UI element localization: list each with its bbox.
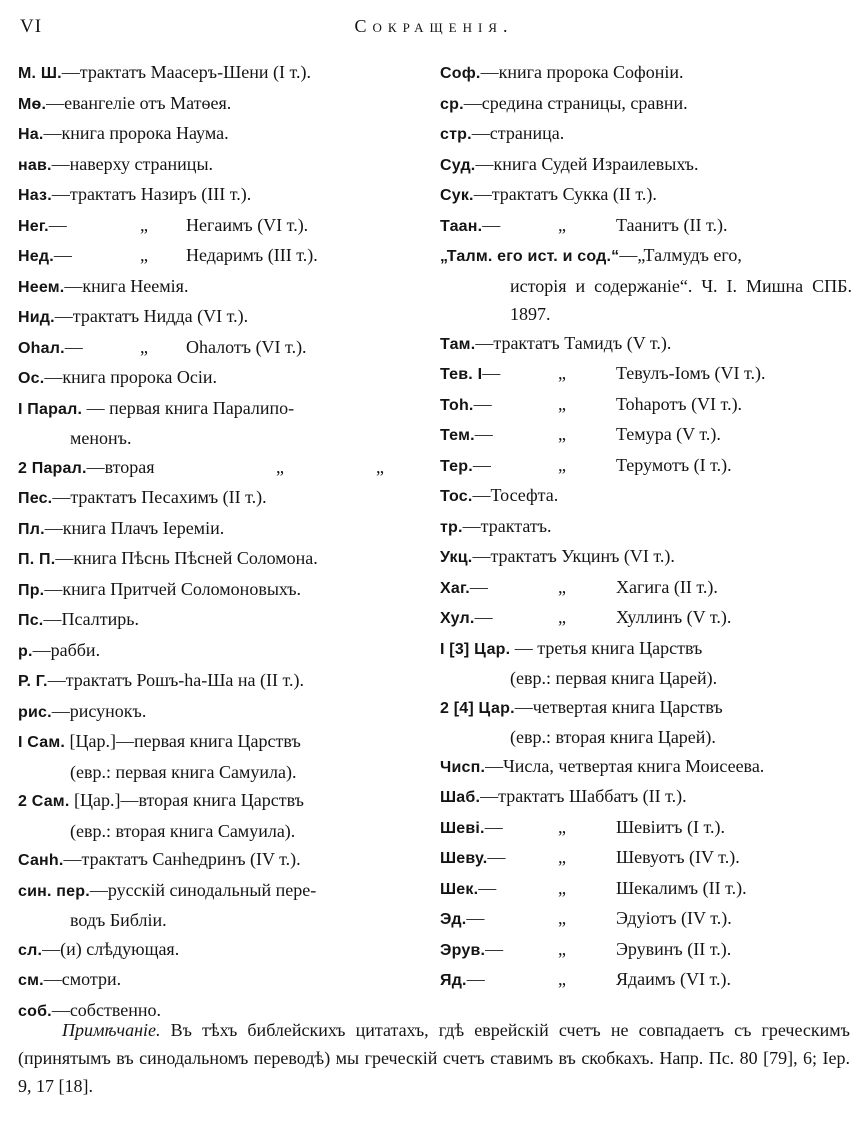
entry: [440, 481, 852, 512]
entry-dash: —: [469, 576, 488, 597]
entry: [440, 935, 852, 966]
ditto-mark: „: [558, 877, 566, 898]
entry-dash: —: [484, 816, 503, 837]
entry-abbreviation: Хаг.: [440, 579, 470, 597]
page-title: Сокращенія.: [354, 16, 514, 36]
entry-text: —трактатъ Тамидъ (V т.).: [475, 332, 672, 353]
entry: [440, 752, 852, 783]
entry-dash: —: [466, 908, 485, 928]
ditto-mark: „: [140, 214, 148, 235]
entry-dash: —: [474, 424, 493, 444]
entry-continuation: водъ Библіи.: [70, 910, 167, 930]
entry-abbreviation: Там.: [440, 335, 476, 353]
entry-text: —книга пророка Осіи.: [44, 367, 217, 387]
entry-text: —трактатъ Маасеръ-Шени (I т.).: [61, 62, 312, 82]
entry-text: —„Талмудъ его,: [619, 245, 742, 265]
entry-name: Недаримъ (III т.).: [186, 245, 318, 265]
entry-abbreviation: I Парал.: [18, 400, 83, 418]
ditto-mark: „: [140, 336, 148, 357]
entry-name: Шекалимъ (II т.).: [616, 877, 747, 898]
ditto-mark: „: [558, 607, 566, 627]
entry-abbreviation: Нид.: [18, 309, 55, 326]
entry-text: —трактатъ Нидда (VI т.).: [54, 306, 249, 326]
entry-abbreviation: Мѳ.: [18, 95, 47, 113]
entry: [18, 58, 432, 89]
entry-text: —трактатъ Рошъ-hа-Ша на (II т.).: [47, 670, 305, 690]
entry: [18, 965, 432, 996]
entry-abbreviation: Тер.: [440, 457, 473, 475]
entry: [440, 89, 852, 120]
entry-abbreviation: Неем.: [18, 278, 65, 296]
entry: [440, 150, 852, 181]
ditto-mark: „: [558, 938, 566, 959]
entry-dash: —: [478, 877, 497, 898]
entry: [18, 211, 432, 242]
entry: [18, 786, 432, 845]
entry: [440, 904, 852, 935]
footnote: [18, 1016, 850, 1100]
entry: [18, 483, 432, 514]
entry-dash: —: [482, 214, 501, 235]
entry-text: [Цар.]—вторая книга Царствъ: [69, 790, 304, 810]
entry-text: —книга Притчей Соломоновыхъ.: [44, 578, 302, 599]
entry-text: —трактатъ Шаббатъ (II т.).: [480, 786, 687, 806]
entry-abbreviation: Р. Г.: [18, 673, 48, 690]
entry-dash: —: [64, 336, 83, 357]
entry-name: Хуллинъ (V т.).: [616, 607, 732, 627]
entry-text: —(и) слѣдующая.: [42, 938, 180, 959]
entry-abbreviation: I [3] Цар.: [440, 640, 511, 658]
entry: [440, 420, 852, 451]
entry: [440, 58, 852, 89]
ditto-mark: „: [558, 847, 566, 867]
entry-abbreviation: Наз.: [18, 187, 52, 204]
entry-abbreviation: 2 [4] Цар.: [440, 699, 515, 717]
entry: [18, 180, 432, 211]
entry-text: —четвертая книга Царствъ: [514, 696, 723, 717]
entry-continuation: (евр.: первая книга Самуила).: [70, 761, 297, 782]
entry-dash: —: [466, 969, 485, 989]
entry-text: —наверху страницы.: [51, 153, 214, 174]
entry-text: —рисунокъ.: [51, 700, 147, 721]
entry: [18, 697, 432, 728]
entry: [18, 363, 432, 394]
entry-abbreviation: стр.: [440, 126, 472, 143]
entry-text: —трактатъ Сукка (II т.).: [473, 184, 657, 204]
entry-abbreviation: Ос.: [18, 370, 45, 387]
entry-text: —средина страницы, сравни.: [463, 92, 688, 113]
entry-abbreviation: Шеву.: [440, 850, 488, 867]
entry: [18, 636, 432, 667]
ditto-mark: „: [558, 816, 566, 837]
entry-abbreviation: Эрув.: [440, 941, 486, 959]
entry-abbreviation: Пес.: [18, 490, 53, 507]
entry-dash: —: [485, 938, 504, 959]
entry-abbreviation: Таан.: [440, 217, 483, 235]
entry-abbreviation: Укц.: [440, 549, 473, 566]
entry-text: —трактатъ Санhедринъ (IV т.).: [63, 849, 301, 869]
entry-abbreviation: рис.: [18, 703, 52, 721]
entry-abbreviation: Пс.: [18, 612, 44, 629]
entry: [440, 573, 852, 604]
entry-abbreviation: Суд.: [440, 156, 476, 174]
entry-text: —книга Плачъ Іереміи.: [44, 517, 225, 538]
entry-text: —евангеліе отъ Матѳея.: [46, 92, 232, 113]
entry: [18, 575, 432, 606]
entry: [440, 603, 852, 634]
entry-name: Эдуіотъ (IV т.).: [616, 908, 732, 928]
entry: [440, 241, 852, 329]
entry-name: Эрувинъ (II т.).: [616, 938, 732, 959]
entry-dash: —: [53, 245, 72, 265]
entry-dash: —: [472, 454, 491, 475]
entry-name: Терумотъ (I т.).: [616, 454, 732, 475]
ditto-mark: „: [140, 245, 148, 265]
entry-abbreviation: р.: [18, 642, 33, 660]
entry-abbreviation: Пр.: [18, 581, 45, 599]
entry-dash: —: [48, 214, 67, 235]
entry-abbreviation: Нед.: [18, 248, 54, 265]
entry-name: Тевулъ-Іомъ (VI т.).: [616, 363, 766, 383]
entry-text: —Тосефта.: [472, 485, 559, 505]
entry-text: —Числа, четвертая книга Моисеева.: [485, 755, 765, 776]
right-column: [440, 58, 852, 996]
entry-abbreviation: I Сам.: [18, 734, 66, 751]
entry-abbreviation: Соф.: [440, 65, 481, 82]
entry: [18, 876, 432, 935]
footnote-text: Въ тѣхъ библейскихъ цитатахъ, гдѣ еврейскій счетъ не совпадаетъ съ греческимъ (принятымъ въ синодальномъ переводѣ) мы греческій счетъ ставимъ въ скобкахъ. Напр. Пс. 80 [79], 6; Іер. 9, 17 [18].: [18, 1020, 850, 1096]
entry-text: —рабби.: [32, 639, 101, 660]
ditto-mark: „: [558, 424, 566, 444]
entry: [440, 451, 852, 482]
entry-abbreviation: На.: [18, 126, 44, 143]
entry-text: —книга Судей Израилевыхъ.: [475, 153, 699, 174]
entry-abbreviation: Нег.: [18, 217, 49, 235]
entry-text: — третья книга Царствъ: [510, 637, 703, 658]
entry-text: —русскій синодальный пере-: [89, 879, 317, 900]
entry: [18, 845, 432, 876]
entry-text: —книга Пѣснь Пѣсней Соломона.: [55, 548, 318, 568]
entry: [440, 211, 852, 242]
entry: [18, 605, 432, 636]
entry: [440, 634, 852, 693]
entry: [18, 666, 432, 697]
entry-text: —книга пророка Наума.: [43, 123, 229, 143]
entry-abbreviation: нав.: [18, 156, 52, 174]
page-number: VI: [20, 16, 43, 37]
entry-dash: —: [474, 607, 493, 627]
entry-name: Таанитъ (II т.).: [616, 214, 728, 235]
entry-abbreviation: Шек.: [440, 880, 479, 898]
entry-name: Хагига (II т.).: [616, 576, 718, 597]
ditto-mark: „: [276, 456, 284, 477]
entry-abbreviation: Яд.: [440, 972, 467, 989]
entry-name: Ядаимъ (VI т.).: [616, 969, 731, 989]
entry: [440, 843, 852, 874]
entry-name: Негаимъ (VI т.).: [186, 214, 309, 235]
entry: [440, 965, 852, 996]
entry-abbreviation: ср.: [440, 95, 464, 113]
entry-abbreviation: см.: [18, 972, 44, 989]
ditto-mark: „: [558, 576, 566, 597]
entry-abbreviation: Хул.: [440, 610, 475, 627]
entry-name: Шевуотъ (IV т.).: [616, 847, 740, 867]
entry-text: —собственно.: [51, 999, 161, 1020]
entry: [18, 119, 432, 150]
page-header: [0, 14, 868, 44]
entry-continuation: (евр.: вторая книга Царей).: [510, 727, 716, 747]
entry-text: —смотри.: [43, 969, 122, 989]
entry: [18, 241, 432, 272]
entry: [18, 150, 432, 181]
entry: [440, 782, 852, 813]
entry-dash: —: [482, 363, 501, 383]
ditto-mark: „: [558, 454, 566, 475]
entry-abbreviation: Шевi.: [440, 819, 485, 837]
entry-dash: —: [473, 393, 492, 414]
entry-text: —страница.: [471, 123, 565, 143]
entry-abbreviation: 2 Сам.: [18, 793, 70, 810]
entry-abbreviation: Шаб.: [440, 789, 481, 806]
entry: [440, 119, 852, 150]
ditto-mark: „: [558, 969, 566, 989]
entry-name: Тоhаротъ (VI т.).: [616, 393, 743, 414]
entry-abbreviation: Тем.: [440, 427, 475, 444]
ditto-mark: „: [558, 393, 566, 414]
entry-text: [Цар.]—первая книга Царствъ: [65, 731, 301, 751]
entry-abbreviation: Тос.: [440, 488, 473, 505]
entry-text: —трактатъ Назиръ (III т.).: [51, 184, 252, 204]
entry-abbreviation: Тев. I: [440, 366, 483, 383]
entry-continuation: исторія и содержаніе“. Ч. I. Мишна СПБ. 1897.: [510, 275, 852, 324]
entry: [18, 272, 432, 303]
entry-abbreviation: соб.: [18, 1002, 52, 1020]
entry: [440, 874, 852, 905]
entry-abbreviation: Чисп.: [440, 758, 486, 776]
entry-abbreviation: Пл.: [18, 520, 45, 538]
entry-name: Шевіитъ (I т.).: [616, 816, 725, 837]
entry-continuation: (евр.: первая книга Царей).: [510, 668, 718, 688]
entry-continuation: менонъ.: [70, 428, 132, 448]
left-column: [18, 58, 432, 1026]
entry: [440, 512, 852, 543]
entry-text: —трактатъ Песахимъ (II т.).: [52, 487, 267, 507]
entry-abbreviation: Санh.: [18, 852, 64, 869]
entry-text: —трактатъ Укцинъ (VI т.).: [472, 546, 675, 566]
entry-abbreviation: сл.: [18, 941, 43, 959]
entry-abbreviation: син. пер.: [18, 882, 90, 900]
ditto-mark: „: [376, 456, 384, 477]
entry: [440, 693, 852, 752]
entry-abbreviation: П. П.: [18, 551, 56, 568]
entry-text: —Псалтирь.: [43, 609, 139, 629]
entry-abbreviation: М. Ш.: [18, 65, 62, 82]
entry-text: —книга пророка Софоніи.: [480, 62, 684, 82]
entry: [440, 359, 852, 390]
entry-text: — первая книга Паралипо-: [82, 397, 295, 418]
entry-name: Темура (V т.).: [616, 424, 721, 444]
entry: [18, 544, 432, 575]
entry: [440, 813, 852, 844]
entry-abbreviation: тр.: [440, 518, 463, 536]
entry-text: —книга Неемія.: [64, 275, 189, 296]
entry: [18, 394, 432, 453]
entry-abbreviation: Эд.: [440, 911, 467, 928]
entry-dash: —: [487, 847, 506, 867]
entry-abbreviation: Ohал.: [18, 339, 65, 357]
entry: [18, 514, 432, 545]
ditto-mark: „: [558, 908, 566, 928]
footnote-label: Примѣчаніе.: [62, 1020, 161, 1040]
entry: [18, 89, 432, 120]
entry-continuation: (евр.: вторая книга Самуила).: [70, 820, 296, 841]
entry-abbreviation: Тоh.: [440, 396, 474, 414]
entry: [18, 333, 432, 364]
entry: [18, 935, 432, 966]
entry-text: —трактатъ.: [462, 515, 552, 536]
entry: [440, 542, 852, 573]
entry-text: —вторая: [86, 456, 155, 477]
entry: [440, 390, 852, 421]
entry-abbreviation: 2 Парал.: [18, 459, 87, 477]
entry-abbreviation: „Талм. его ист. и сод.“: [440, 248, 620, 265]
entry: [440, 329, 852, 360]
ditto-mark: „: [558, 363, 566, 383]
ditto-mark: „: [558, 214, 566, 235]
entry-name: Ohалотъ (VI т.).: [186, 336, 307, 357]
entry: [440, 180, 852, 211]
entry-abbreviation: Сук.: [440, 187, 474, 204]
entry: [18, 453, 432, 484]
entry: [18, 727, 432, 786]
entry: [18, 302, 432, 333]
